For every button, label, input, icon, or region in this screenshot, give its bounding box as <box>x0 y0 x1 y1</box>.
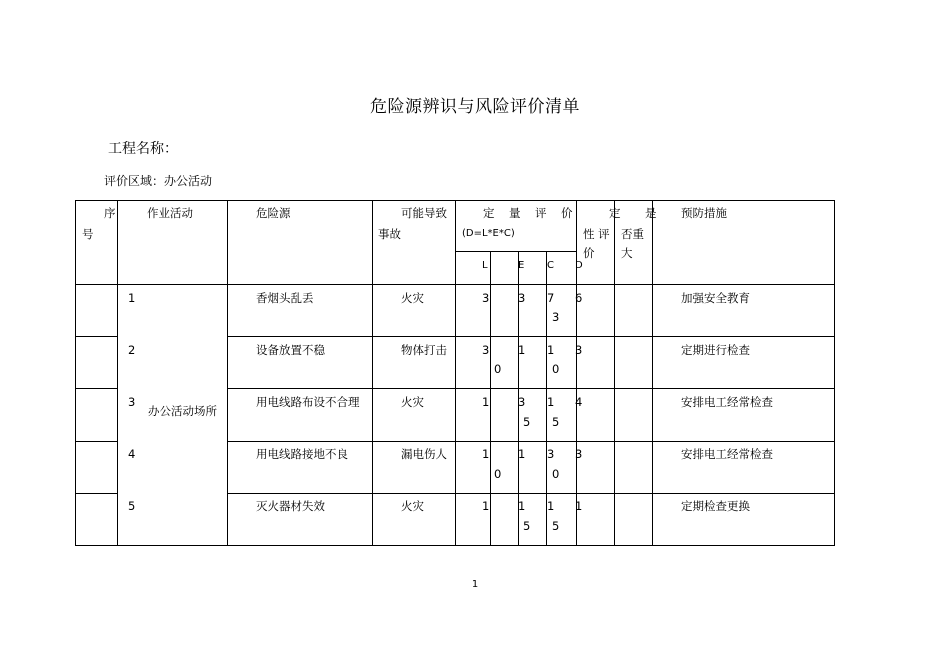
row-rule <box>75 388 117 389</box>
row-measure: 安排电工经常检查 <box>681 447 773 461</box>
header-accident: 事故 <box>378 227 401 241</box>
row-measure: 加强安全教育 <box>681 291 750 305</box>
row-seq: 2 <box>128 343 136 357</box>
column-rule <box>490 251 491 546</box>
row-E: 5 <box>523 519 531 533</box>
row-D: 4 <box>575 395 583 409</box>
row-rule <box>227 336 835 337</box>
row-hazard: 灭火器材失效 <box>256 499 325 513</box>
header-major: 否重 <box>621 227 644 241</box>
header-seq: 序 <box>104 206 116 220</box>
header-accident: 可能导致 <box>401 206 447 220</box>
header-eval-formula: (D=L*E*C) <box>462 228 515 239</box>
evaluation-area-label: 评价区域：办公活动 <box>104 174 213 188</box>
row-C: 1 <box>547 499 555 513</box>
column-rule <box>455 200 456 546</box>
row-C: 1 <box>547 395 555 409</box>
header-qual-eval: 定 <box>609 206 621 220</box>
row-rule <box>227 493 835 494</box>
row-C: 0 <box>552 467 560 481</box>
row-C: 7 <box>547 291 555 305</box>
column-rule <box>372 200 373 546</box>
row-seq: 4 <box>128 447 136 461</box>
row-hazard: 用电线路布设不合理 <box>256 395 360 409</box>
header-D: D <box>575 260 583 271</box>
row-accident: 物体打击 <box>401 343 447 357</box>
column-rule <box>614 200 615 546</box>
row-C: 3 <box>547 447 555 461</box>
column-rule <box>117 200 118 546</box>
header-L: L <box>482 260 488 271</box>
row-C: 1 <box>547 343 555 357</box>
header-C: C <box>547 260 554 271</box>
row-L: 3 <box>482 343 490 357</box>
row-accident: 火灾 <box>401 499 424 513</box>
row-accident: 火灾 <box>401 395 424 409</box>
row-hazard: 用电线路接地不良 <box>256 447 348 461</box>
table-border-left <box>75 200 76 546</box>
row-E: 1 <box>518 499 526 513</box>
row-D: 1 <box>575 499 583 513</box>
row-rule <box>227 441 835 442</box>
row-D: 3 <box>575 447 583 461</box>
column-rule <box>576 200 577 546</box>
row-rule <box>227 388 835 389</box>
eval-header-divider <box>455 251 576 252</box>
row-D: 6 <box>575 291 583 305</box>
row-L: 0 <box>494 362 502 376</box>
column-rule <box>227 200 228 546</box>
row-measure: 定期进行检查 <box>681 343 750 357</box>
activity-place-cell: 办公活动场所 <box>148 404 217 418</box>
row-rule <box>75 336 117 337</box>
row-accident: 漏电伤人 <box>401 447 447 461</box>
row-D: 3 <box>575 343 583 357</box>
table-border-right <box>834 200 835 546</box>
row-hazard: 香烟头乱丢 <box>256 291 314 305</box>
row-accident: 火灾 <box>401 291 424 305</box>
header-quant-eval: 量 <box>509 206 521 220</box>
header-quant-eval: 评 <box>535 206 547 220</box>
row-measure: 安排电工经常检查 <box>681 395 773 409</box>
column-rule <box>652 200 653 546</box>
row-seq: 3 <box>128 395 136 409</box>
header-seq: 号 <box>82 227 94 241</box>
row-E: 1 <box>518 343 526 357</box>
header-major: 大 <box>621 246 633 260</box>
header-major: 是 <box>645 206 657 220</box>
header-activity: 作业活动 <box>147 206 193 220</box>
header-quant-eval: 定 <box>483 206 495 220</box>
row-E: 3 <box>518 395 526 409</box>
page-title: 危险源辨识与风险评价清单 <box>370 97 580 117</box>
header-qual-eval: 性 评 <box>583 227 610 241</box>
header-quant-eval: 价 <box>561 206 573 220</box>
row-C: 3 <box>552 310 560 324</box>
row-C: 0 <box>552 362 560 376</box>
row-L: 1 <box>482 395 490 409</box>
row-seq: 5 <box>128 499 136 513</box>
row-L: 1 <box>482 447 490 461</box>
row-C: 5 <box>552 415 560 429</box>
row-L: 0 <box>494 467 502 481</box>
row-E: 5 <box>523 415 531 429</box>
header-E: E <box>518 260 525 271</box>
row-seq: 1 <box>128 291 136 305</box>
row-L: 1 <box>482 499 490 513</box>
row-E: 1 <box>518 447 526 461</box>
row-E: 3 <box>518 291 526 305</box>
row-hazard: 设备放置不稳 <box>256 343 325 357</box>
row-C: 5 <box>552 519 560 533</box>
row-measure: 定期检查更换 <box>681 499 750 513</box>
header-measures: 预防措施 <box>681 206 727 220</box>
project-name-label: 工程名称： <box>108 141 178 157</box>
row-rule <box>75 441 117 442</box>
page-number: 1 <box>471 579 479 590</box>
row-L: 3 <box>482 291 490 305</box>
row-rule <box>75 493 117 494</box>
header-hazard: 危险源 <box>256 206 291 220</box>
header-qual-eval: 价 <box>583 246 595 260</box>
